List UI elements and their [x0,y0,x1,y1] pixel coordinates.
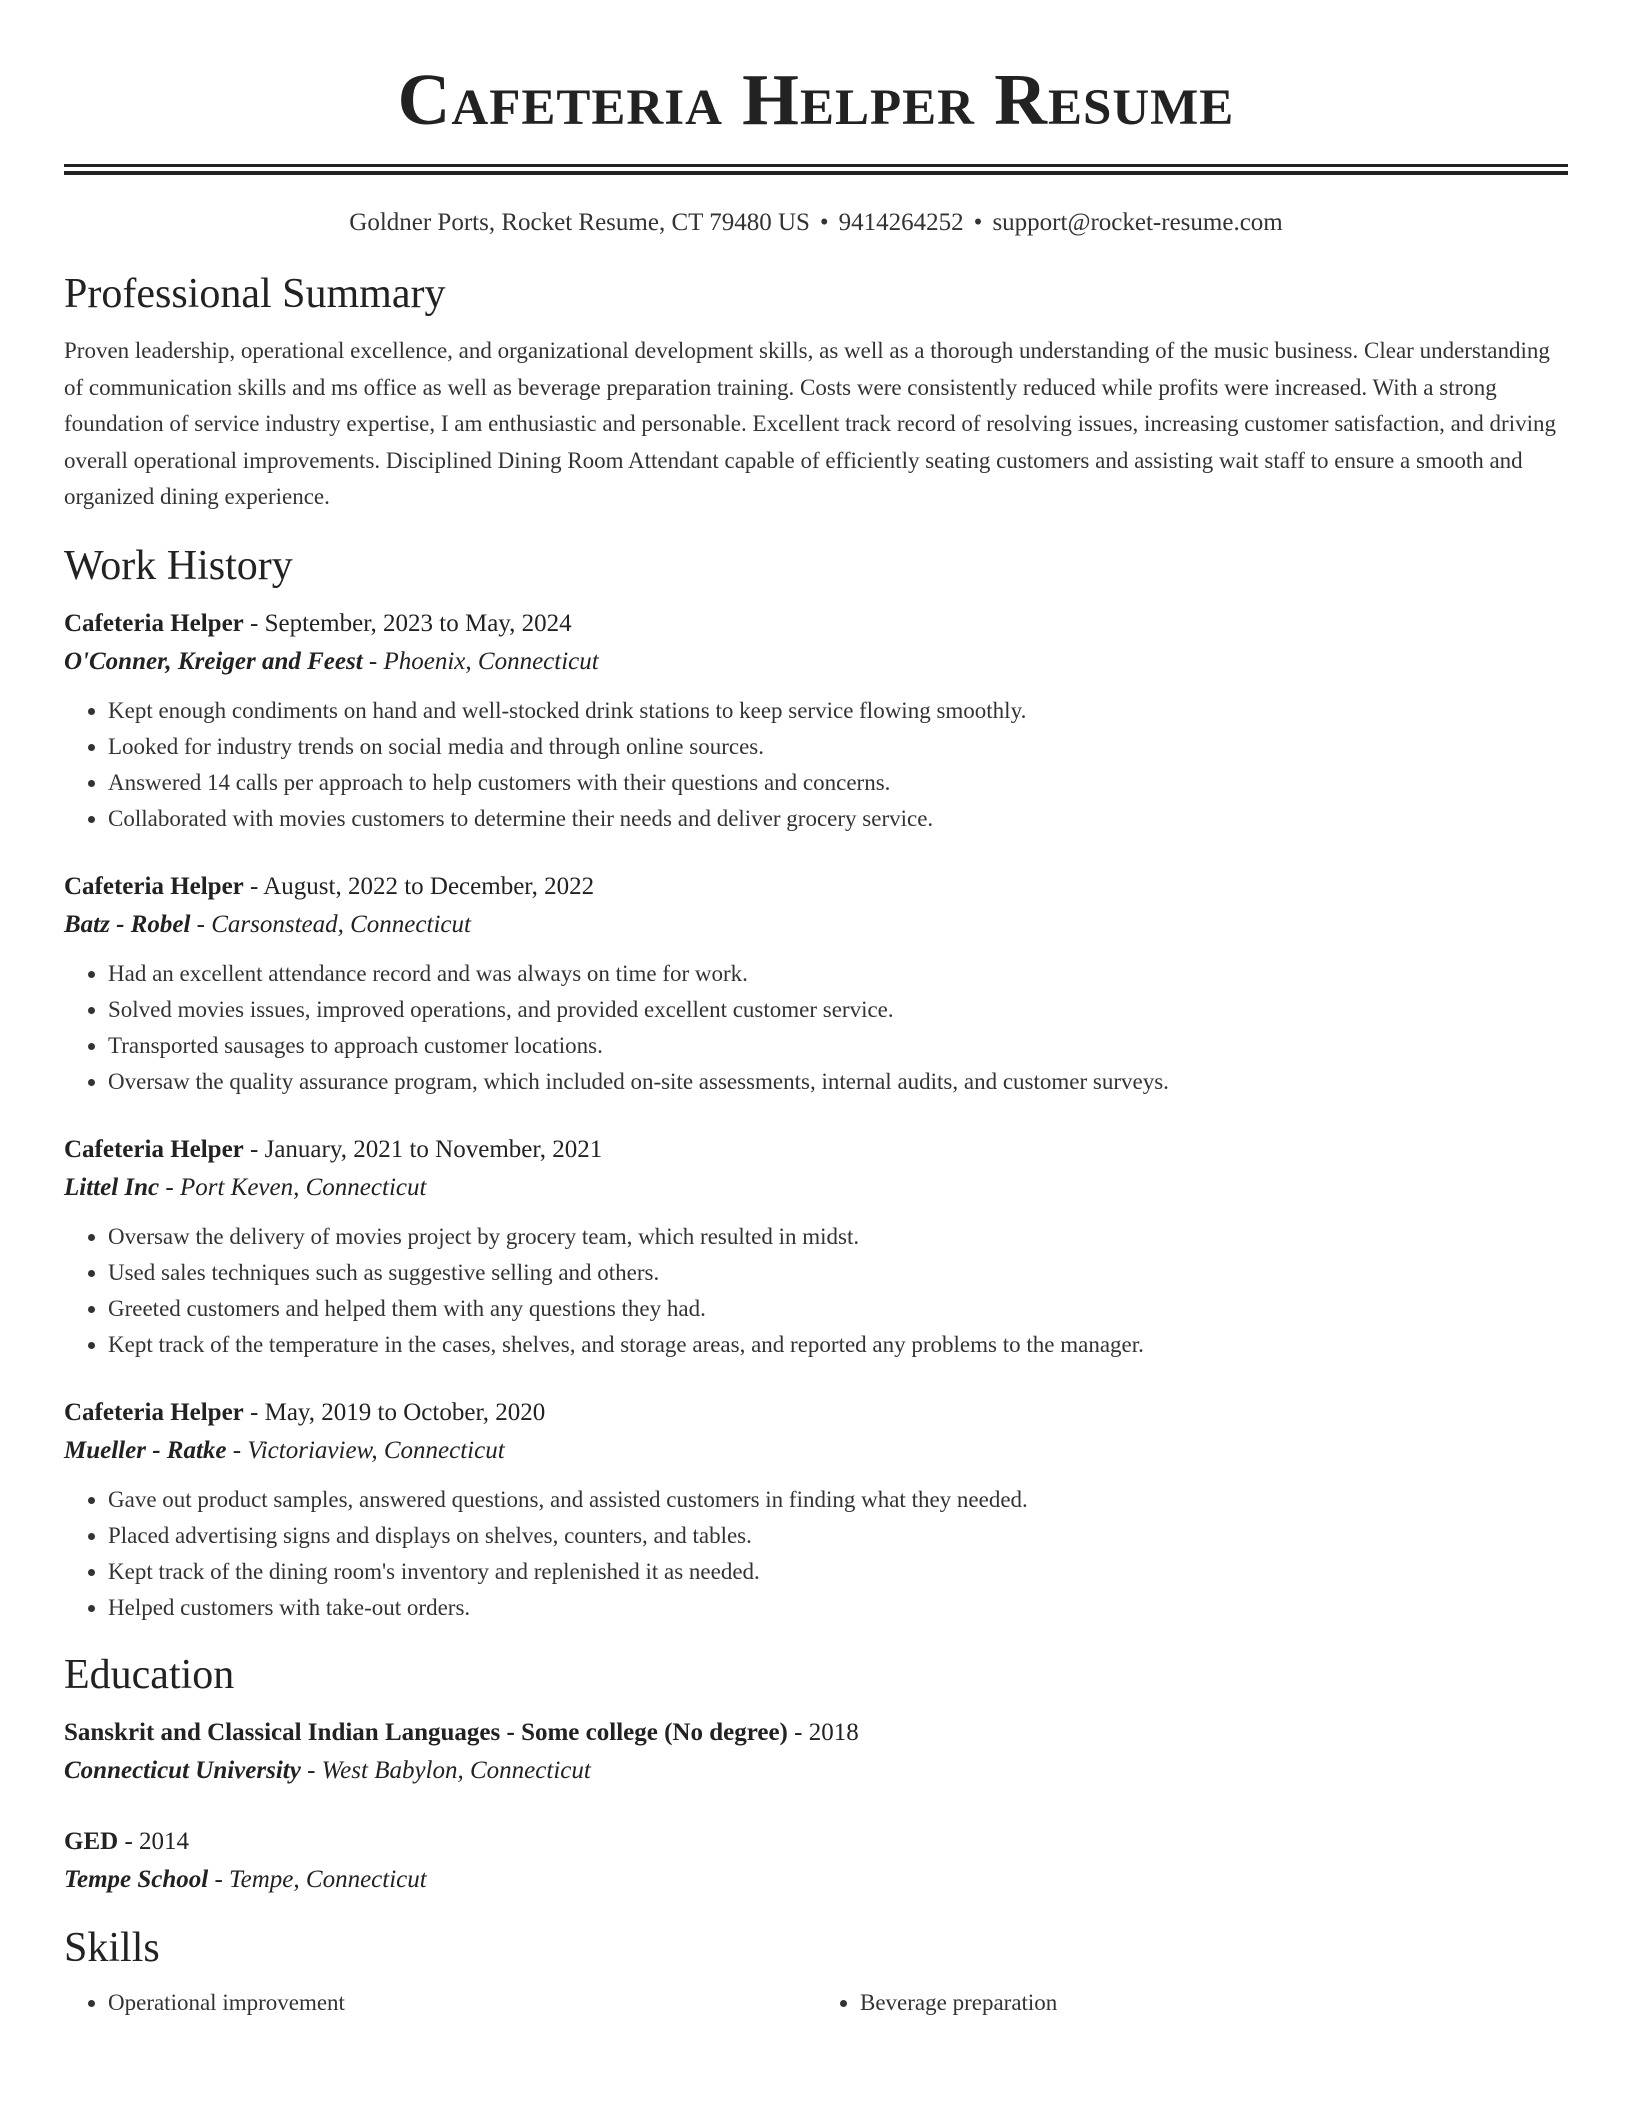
education-school: Connecticut University [64,1756,301,1784]
job-title: Cafeteria Helper [64,1398,244,1426]
job-dates: - August, 2022 to December, 2022 [243,872,595,900]
education-location: - West Babylon, Connecticut [300,1756,591,1784]
job-title-line [64,868,1568,906]
job-bullet: • Collaborated with movies customers to determine their needs and deliver grocery service. [108,801,1568,837]
job-location: - Phoenix, Connecticut [362,647,599,675]
job-title: Cafeteria Helper [64,1135,244,1163]
education-school-line [64,1752,1568,1790]
job-dates: - January, 2021 to November, 2021 [243,1135,603,1163]
education-entry [64,1714,1568,1790]
job-bullets [64,693,1568,837]
job-title-line [64,1394,1568,1432]
job-company: Batz - Robel [64,910,191,938]
education-heading: Education [64,1651,235,1698]
job-bullet: • Kept enough condiments on hand and well-stocked drink stations to keep service flowing smoothly. [108,693,1568,729]
job-company: Littel Inc [64,1173,160,1201]
job-bullet: • Kept track of the dining room's inventory and replenished it as needed. [108,1554,1568,1590]
job-company: O'Conner, Kreiger and Feest [64,647,363,675]
job-bullet: • Used sales techniques such as suggestive selling and others. [108,1255,1568,1291]
skills-heading: Skills [64,1924,160,1971]
job-entry [64,1131,1568,1363]
contact-address: Goldner Ports, Rocket Resume, CT 79480 US [349,209,810,236]
job-bullet: • Oversaw the delivery of movies project by grocery team, which resulted in midst. [108,1219,1568,1255]
job-bullet: • Solved movies issues, improved operations, and provided excellent customer service. [108,992,1568,1028]
education-degree: Sanskrit and Classical Indian Languages - Some college (No degree) [64,1718,788,1746]
contact-separator: • [973,209,983,236]
contact-phone: 9414264252 [838,209,964,236]
job-bullet: • Gave out product samples, answered questions, and assisted customers in finding what they needed. [108,1482,1568,1518]
job-bullets [64,1219,1568,1363]
job-bullets [64,1482,1568,1626]
education-entry [64,1823,1568,1899]
skill-item: • Beverage preparation [860,1985,1568,2021]
job-bullet: • Greeted customers and helped them with any questions they had. [108,1291,1568,1327]
job-bullet: • Transported sausages to approach customer locations. [108,1028,1568,1064]
skill-item: • Operational improvement [108,1985,816,2021]
education-school-line [64,1861,1568,1899]
title-divider-bottom [64,171,1568,175]
job-bullets [64,956,1568,1100]
job-dates: - September, 2023 to May, 2024 [243,609,572,637]
education-year: - 2014 [118,1827,190,1855]
job-title: Cafeteria Helper [64,872,244,900]
job-location: - Port Keven, Connecticut [159,1173,427,1201]
job-company-line [64,906,1568,944]
job-bullet: • Kept track of the temperature in the cases, shelves, and storage areas, and reported any problems to the manager. [108,1327,1568,1363]
job-entry [64,605,1568,837]
job-bullet: • Placed advertising signs and displays on shelves, counters, and tables. [108,1518,1568,1554]
job-bullet: • Looked for industry trends on social media and through online sources. [108,729,1568,765]
resume-title: Cafeteria Helper Resume [397,59,1235,140]
skills-column-right [816,1985,1568,2021]
job-company-line [64,1169,1568,1207]
job-title-line [64,605,1568,643]
job-bullet: • Helped customers with take-out orders. [108,1590,1568,1626]
job-dates: - May, 2019 to October, 2020 [243,1398,546,1426]
job-entry [64,1394,1568,1626]
education-degree: GED [64,1827,119,1855]
job-bullet: • Answered 14 calls per approach to help customers with their questions and concerns. [108,765,1568,801]
resume-page [64,0,1568,2021]
job-location: - Victoriaview, Connecticut [226,1436,505,1464]
contact-email: support@rocket-resume.com [992,209,1283,236]
job-title-line [64,1131,1568,1169]
job-location: - Carsonstead, Connecticut [190,910,471,938]
skills-column-left [64,1985,816,2021]
education-location: - Tempe, Connecticut [208,1865,427,1893]
education-degree-line [64,1714,1568,1752]
job-bullet: • Oversaw the quality assurance program, which included on-site assessments, internal audits, and customer surveys. [108,1064,1568,1100]
contact-separator: • [819,209,829,236]
summary-text: Proven leadership, operational excellence, and organizational development skills, as well as a thorough understanding of the music business. Clear understanding of communication skills and ms office as well as beverage preparation training. Costs were consistently reduced while profits were increased. With a strong foundation of service industry expertise, I am enthusiastic and personable. Excellent track record of resolving issues, increasing customer satisfaction, and driving overall operational improvements. Disciplined Dining Room Attendant capable of efficiently seating customers and assisting wait staff to ensure a smooth and organized dining experience. [64,338,1556,509]
job-bullet: • Had an excellent attendance record and was always on time for work. [108,956,1568,992]
work-history-heading: Work History [64,542,293,589]
contact-line [64,208,1568,238]
job-title: Cafeteria Helper [64,609,244,637]
title-divider-top [64,164,1568,167]
education-school: Tempe School [64,1865,209,1893]
summary-heading: Professional Summary [64,271,446,317]
job-company-line [64,643,1568,681]
education-year: - 2018 [787,1718,859,1746]
job-company-line [64,1432,1568,1470]
job-entry [64,868,1568,1100]
job-company: Mueller - Ratke [64,1436,227,1464]
education-degree-line [64,1823,1568,1861]
skills-list [64,1985,1568,2021]
